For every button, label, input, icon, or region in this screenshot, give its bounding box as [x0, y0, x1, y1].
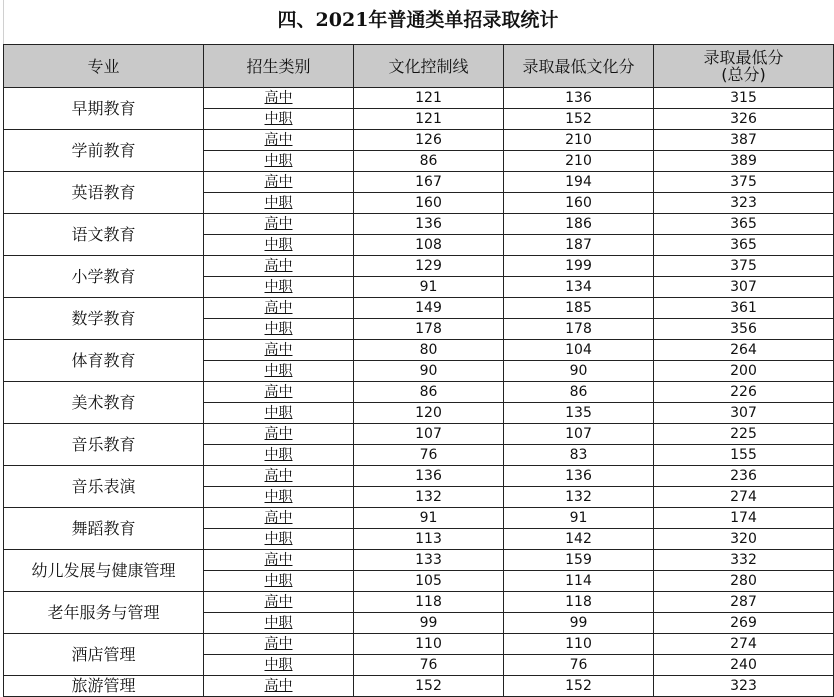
control-line-cell[interactable]: 91 — [354, 277, 504, 298]
min-total-score-cell[interactable]: 320 — [654, 529, 834, 550]
category-cell[interactable]: 中职 — [204, 109, 354, 130]
category-cell[interactable]: 高中 — [204, 508, 354, 529]
control-line-cell[interactable]: 167 — [354, 172, 504, 193]
table-row — [4, 298, 834, 319]
category-cell[interactable]: 中职 — [204, 613, 354, 634]
control-line-cell[interactable]: 136 — [354, 466, 504, 487]
category-cell[interactable]: 中职 — [204, 571, 354, 592]
category-cell[interactable]: 高中 — [204, 592, 354, 613]
major-cell[interactable]: 语文教育 — [4, 214, 204, 256]
min-total-score-cell[interactable]: 375 — [654, 172, 834, 193]
header-min-culture-score: 录取最低文化分 — [504, 45, 654, 88]
min-total-score-cell[interactable]: 323 — [654, 193, 834, 214]
category-cell[interactable]: 高中 — [204, 130, 354, 151]
table-row — [4, 592, 834, 613]
min-culture-score-cell[interactable]: 199 — [504, 256, 654, 277]
min-total-score-cell[interactable]: 375 — [654, 256, 834, 277]
header-category: 招生类别 — [204, 45, 354, 88]
control-line-cell[interactable]: 76 — [354, 445, 504, 466]
control-line-cell[interactable]: 108 — [354, 235, 504, 256]
min-total-score-cell[interactable]: 365 — [654, 214, 834, 235]
control-line-cell[interactable]: 132 — [354, 487, 504, 508]
category-cell[interactable]: 高中 — [204, 214, 354, 235]
major-cell[interactable]: 早期教育 — [4, 88, 204, 130]
min-total-score-cell[interactable]: 307 — [654, 277, 834, 298]
control-line-cell[interactable]: 133 — [354, 550, 504, 571]
control-line-cell[interactable]: 86 — [354, 382, 504, 403]
control-line-cell[interactable]: 126 — [354, 130, 504, 151]
min-culture-score-cell[interactable]: 118 — [504, 592, 654, 613]
control-line-cell[interactable]: 152 — [354, 676, 504, 697]
category-cell[interactable]: 中职 — [204, 319, 354, 340]
header-control-line: 文化控制线 — [354, 45, 504, 88]
category-cell[interactable]: 高中 — [204, 340, 354, 361]
table-row — [4, 382, 834, 403]
control-line-cell[interactable]: 99 — [354, 613, 504, 634]
min-culture-score-cell[interactable]: 83 — [504, 445, 654, 466]
control-line-cell[interactable]: 120 — [354, 403, 504, 424]
major-cell[interactable]: 数学教育 — [4, 298, 204, 340]
table-row — [4, 214, 834, 235]
min-culture-score-cell[interactable]: 132 — [504, 487, 654, 508]
category-cell[interactable]: 中职 — [204, 487, 354, 508]
min-total-score-cell[interactable]: 326 — [654, 109, 834, 130]
header-min-total-score-line2: (总分) — [721, 65, 766, 84]
min-culture-score-cell[interactable]: 136 — [504, 466, 654, 487]
min-total-score-cell[interactable]: 287 — [654, 592, 834, 613]
table-row — [4, 550, 834, 571]
header-major: 专业 — [4, 45, 204, 88]
control-line-cell[interactable]: 129 — [354, 256, 504, 277]
min-total-score-cell[interactable]: 361 — [654, 298, 834, 319]
control-line-cell[interactable]: 107 — [354, 424, 504, 445]
min-total-score-cell[interactable]: 387 — [654, 130, 834, 151]
min-total-score-cell[interactable]: 365 — [654, 235, 834, 256]
control-line-cell[interactable]: 149 — [354, 298, 504, 319]
min-total-score-cell[interactable]: 274 — [654, 634, 834, 655]
category-cell[interactable]: 中职 — [204, 655, 354, 676]
min-total-score-cell[interactable]: 332 — [654, 550, 834, 571]
table-row — [4, 676, 834, 697]
category-cell[interactable]: 中职 — [204, 151, 354, 172]
category-cell[interactable]: 高中 — [204, 466, 354, 487]
control-line-cell[interactable]: 121 — [354, 88, 504, 109]
table-row — [4, 424, 834, 445]
min-culture-score-cell[interactable]: 135 — [504, 403, 654, 424]
header-row — [4, 45, 834, 88]
min-total-score-cell[interactable]: 264 — [654, 340, 834, 361]
major-cell[interactable]: 旅游管理 — [4, 676, 204, 697]
min-total-score-cell[interactable]: 225 — [654, 424, 834, 445]
min-culture-score-cell[interactable]: 210 — [504, 151, 654, 172]
min-total-score-cell[interactable]: 174 — [654, 508, 834, 529]
control-line-cell[interactable]: 105 — [354, 571, 504, 592]
major-cell[interactable]: 美术教育 — [4, 382, 204, 424]
min-total-score-cell[interactable]: 307 — [654, 403, 834, 424]
table-row — [4, 466, 834, 487]
category-cell[interactable]: 高中 — [204, 298, 354, 319]
table-body — [4, 88, 834, 697]
category-cell[interactable]: 中职 — [204, 361, 354, 382]
category-cell[interactable]: 高中 — [204, 550, 354, 571]
control-line-cell[interactable]: 76 — [354, 655, 504, 676]
major-cell[interactable]: 体育教育 — [4, 340, 204, 382]
min-culture-score-cell[interactable]: 185 — [504, 298, 654, 319]
control-line-cell[interactable]: 121 — [354, 109, 504, 130]
min-total-score-cell[interactable]: 356 — [654, 319, 834, 340]
min-culture-score-cell[interactable]: 136 — [504, 88, 654, 109]
control-line-cell[interactable]: 113 — [354, 529, 504, 550]
category-cell[interactable]: 高中 — [204, 634, 354, 655]
category-cell[interactable]: 高中 — [204, 256, 354, 277]
min-culture-score-cell[interactable]: 159 — [504, 550, 654, 571]
control-line-cell[interactable]: 90 — [354, 361, 504, 382]
min-total-score-cell[interactable]: 323 — [654, 676, 834, 697]
category-cell[interactable]: 中职 — [204, 445, 354, 466]
page-title: 四、2021年普通类单招录取统计 — [277, 9, 559, 31]
min-total-score-cell[interactable]: 155 — [654, 445, 834, 466]
min-culture-score-cell[interactable]: 142 — [504, 529, 654, 550]
header-min-total-score — [654, 45, 834, 88]
min-culture-score-cell[interactable]: 152 — [504, 109, 654, 130]
min-culture-score-cell[interactable]: 210 — [504, 130, 654, 151]
min-total-score-cell[interactable]: 226 — [654, 382, 834, 403]
admission-table — [3, 44, 834, 697]
category-cell[interactable]: 中职 — [204, 403, 354, 424]
min-total-score-cell[interactable]: 274 — [654, 487, 834, 508]
table-row — [4, 508, 834, 529]
major-cell[interactable]: 学前教育 — [4, 130, 204, 172]
min-culture-score-cell[interactable]: 76 — [504, 655, 654, 676]
min-culture-score-cell[interactable]: 114 — [504, 571, 654, 592]
category-cell[interactable]: 高中 — [204, 172, 354, 193]
control-line-cell[interactable]: 110 — [354, 634, 504, 655]
table-row — [4, 130, 834, 151]
min-culture-score-cell[interactable]: 194 — [504, 172, 654, 193]
table-row — [4, 340, 834, 361]
min-culture-score-cell[interactable]: 152 — [504, 676, 654, 697]
min-culture-score-cell[interactable]: 99 — [504, 613, 654, 634]
control-line-cell[interactable]: 80 — [354, 340, 504, 361]
control-line-cell[interactable]: 118 — [354, 592, 504, 613]
major-cell[interactable]: 英语教育 — [4, 172, 204, 214]
min-total-score-cell[interactable]: 200 — [654, 361, 834, 382]
major-cell[interactable]: 小学教育 — [4, 256, 204, 298]
min-culture-score-cell[interactable]: 160 — [504, 193, 654, 214]
table-row — [4, 634, 834, 655]
min-culture-score-cell[interactable]: 90 — [504, 361, 654, 382]
control-line-cell[interactable]: 86 — [354, 151, 504, 172]
category-cell[interactable]: 中职 — [204, 529, 354, 550]
category-cell[interactable]: 中职 — [204, 193, 354, 214]
min-total-score-cell[interactable]: 315 — [654, 88, 834, 109]
category-cell[interactable]: 高中 — [204, 676, 354, 697]
major-cell[interactable]: 老年服务与管理 — [4, 592, 204, 634]
major-cell[interactable]: 舞蹈教育 — [4, 508, 204, 550]
table-row — [4, 256, 834, 277]
category-cell[interactable]: 高中 — [204, 88, 354, 109]
min-culture-score-cell[interactable]: 91 — [504, 508, 654, 529]
control-line-cell[interactable]: 136 — [354, 214, 504, 235]
min-total-score-cell[interactable]: 280 — [654, 571, 834, 592]
category-cell[interactable]: 高中 — [204, 424, 354, 445]
min-culture-score-cell[interactable]: 187 — [504, 235, 654, 256]
min-total-score-cell[interactable]: 236 — [654, 466, 834, 487]
min-culture-score-cell[interactable]: 104 — [504, 340, 654, 361]
min-culture-score-cell[interactable]: 186 — [504, 214, 654, 235]
min-culture-score-cell[interactable]: 110 — [504, 634, 654, 655]
category-cell[interactable]: 中职 — [204, 235, 354, 256]
min-total-score-cell[interactable]: 389 — [654, 151, 834, 172]
table-row — [4, 172, 834, 193]
category-cell[interactable]: 高中 — [204, 382, 354, 403]
major-cell[interactable]: 酒店管理 — [4, 634, 204, 676]
table-row — [4, 88, 834, 109]
min-culture-score-cell[interactable]: 134 — [504, 277, 654, 298]
header-min-total-score-line1: 录取最低分 — [703, 48, 784, 67]
major-cell[interactable]: 音乐教育 — [4, 424, 204, 466]
control-line-cell[interactable]: 160 — [354, 193, 504, 214]
min-culture-score-cell[interactable]: 178 — [504, 319, 654, 340]
min-culture-score-cell[interactable]: 86 — [504, 382, 654, 403]
min-total-score-cell[interactable]: 269 — [654, 613, 834, 634]
major-cell[interactable]: 音乐表演 — [4, 466, 204, 508]
control-line-cell[interactable]: 178 — [354, 319, 504, 340]
category-cell[interactable]: 中职 — [204, 277, 354, 298]
min-total-score-cell[interactable]: 240 — [654, 655, 834, 676]
control-line-cell[interactable]: 91 — [354, 508, 504, 529]
major-cell[interactable]: 幼儿发展与健康管理 — [4, 550, 204, 592]
min-culture-score-cell[interactable]: 107 — [504, 424, 654, 445]
